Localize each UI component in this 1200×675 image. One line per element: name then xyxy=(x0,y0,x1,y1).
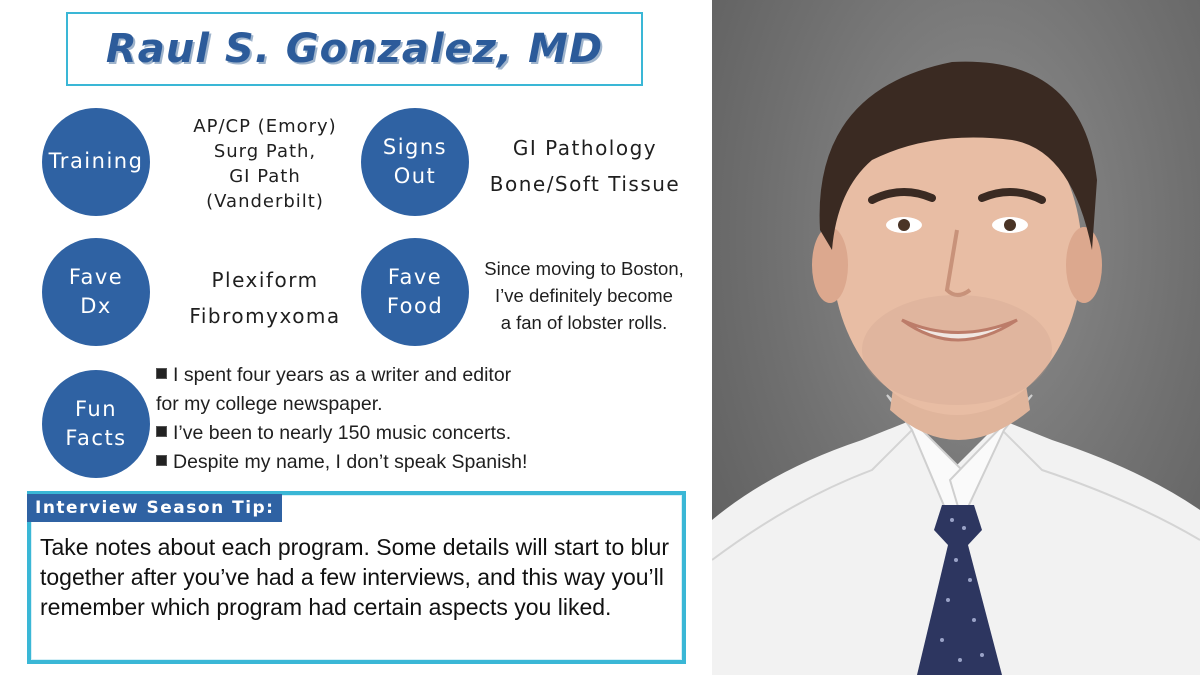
signs-out-line-1: GI Pathology xyxy=(512,136,658,160)
fave-dx-line-2: Fibromyxoma xyxy=(189,304,341,328)
fun-fact-text-2: for my college newspaper. xyxy=(156,393,383,415)
fave-food-badge xyxy=(361,238,469,346)
signs-out-line-2: Bone/Soft Tissue xyxy=(489,172,681,196)
page-title: Raul S. Gonzalez, MD xyxy=(105,26,604,72)
training-line-3: GI Path xyxy=(229,166,301,187)
fun-fact-text-3: I’ve been to nearly 150 music concerts. xyxy=(173,422,512,444)
training-line-4: (Vanderbilt) xyxy=(206,191,324,212)
fave-dx-label-2: Dx xyxy=(80,294,112,318)
fave-food-info xyxy=(464,255,704,336)
fave-food-line-2: I’ve definitely become xyxy=(495,285,673,306)
signs-out-label-2: Out xyxy=(393,164,437,188)
square-bullet-icon xyxy=(156,426,167,437)
tip-label: Interview Season Tip: xyxy=(27,494,282,522)
fave-food-label-2: Food xyxy=(386,294,444,318)
training-line-1: AP/CP (Emory) xyxy=(193,116,337,137)
tip-text: Take notes about each program. Some details will start to blur together after you’ve had a few interviews, and this way you’ll remember which program had certain aspects you liked. xyxy=(40,534,669,620)
fun-fact-item xyxy=(156,448,606,477)
fave-dx-info xyxy=(160,262,370,334)
fun-fact-text-4: Despite my name, I don’t speak Spanish! xyxy=(173,451,528,473)
signs-out-badge xyxy=(361,108,469,216)
fave-food-line-1: Since moving to Boston, xyxy=(484,258,684,279)
training-info xyxy=(165,114,365,214)
fun-fact-item xyxy=(156,419,606,448)
fun-fact-text-1: I spent four years as a writer and editor xyxy=(173,364,512,386)
portrait-illustration xyxy=(712,0,1200,675)
fun-fact-continuation xyxy=(156,390,606,419)
fun-facts-list xyxy=(156,361,606,477)
fave-food-label-1: Fave xyxy=(387,264,443,289)
fun-fact-item xyxy=(156,361,606,390)
square-bullet-icon xyxy=(156,455,167,466)
title-box xyxy=(66,12,643,86)
fun-facts-label-1: Fun xyxy=(74,396,118,421)
portrait-photo xyxy=(712,0,1200,675)
training-badge xyxy=(42,108,150,216)
fave-dx-badge xyxy=(42,238,150,346)
training-line-2: Surg Path, xyxy=(213,141,317,162)
fun-facts-label-2: Facts xyxy=(65,426,127,450)
signs-out-label-1: Signs xyxy=(382,134,448,159)
fun-facts-badge xyxy=(42,370,150,478)
training-label: Training xyxy=(48,149,144,174)
signs-out-info xyxy=(470,130,700,202)
square-bullet-icon xyxy=(156,368,167,379)
fave-dx-line-1: Plexiform xyxy=(211,268,319,292)
fave-dx-label-1: Fave xyxy=(68,264,124,289)
fave-food-line-3: a fan of lobster rolls. xyxy=(500,312,668,333)
